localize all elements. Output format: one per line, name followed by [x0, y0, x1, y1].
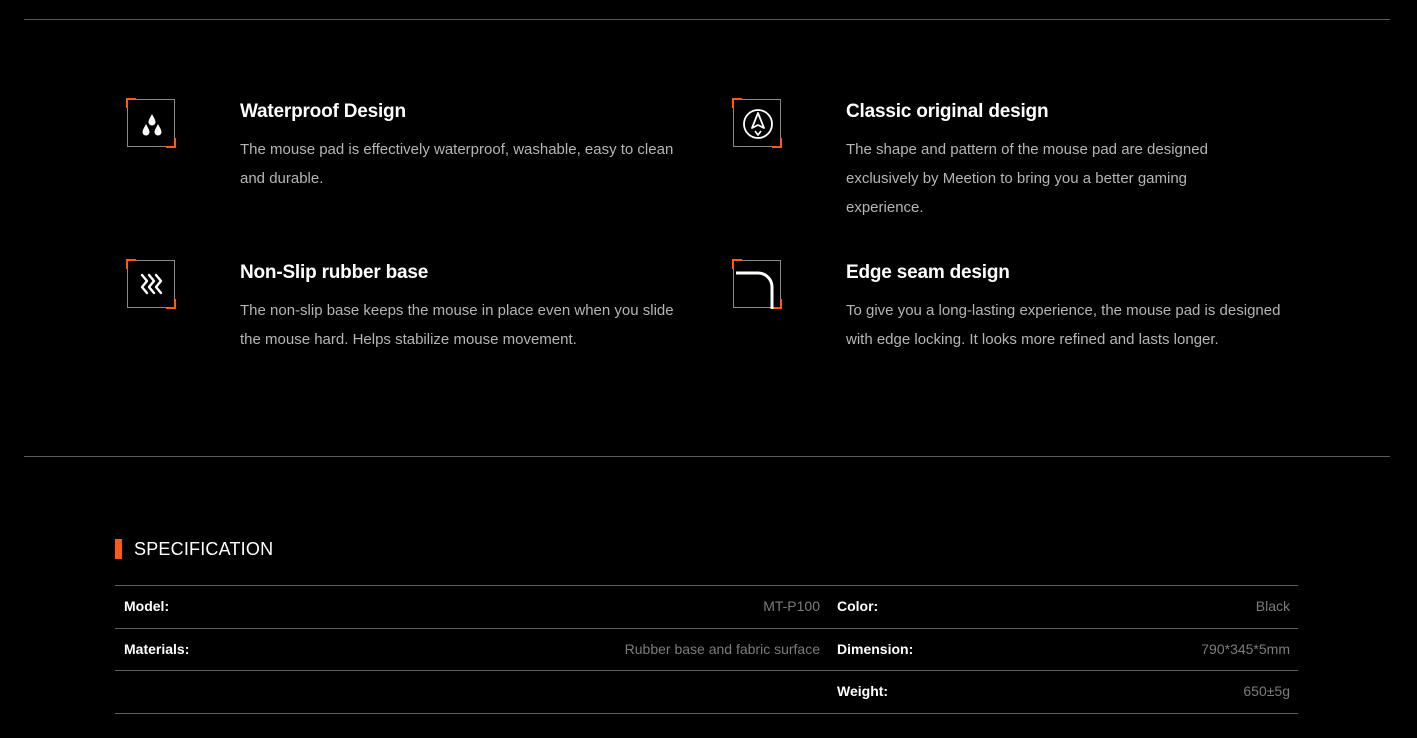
- row-divider: [115, 628, 1298, 629]
- spec-key-model: Model:: [124, 598, 170, 614]
- spec-key-color: Color:: [837, 598, 879, 614]
- top-divider: [24, 19, 1390, 20]
- feature-description: The non-slip base keeps the mouse in place even when you slide the mouse hard. Helps stabilize mouse movement.: [240, 302, 674, 348]
- specification-heading: [115, 539, 273, 559]
- spec-value-weight: 650±5g: [1243, 683, 1290, 699]
- section-divider: [24, 456, 1390, 457]
- spec-key-dimension: Dimension:: [837, 641, 914, 657]
- wave-lines-icon: [127, 260, 175, 308]
- accent-bar: [115, 539, 122, 559]
- feature-description: To give you a long-lasting experience, the mouse pad is designed with edge locking. It looks more refined and lasts longer.: [846, 302, 1281, 348]
- spec-value-model: MT-P100: [763, 598, 820, 614]
- spec-value-dimension: 790*345*5mm: [1201, 641, 1290, 657]
- table-border: [115, 713, 1298, 714]
- feature-title: Edge seam design: [846, 262, 1010, 283]
- water-drops-icon: [127, 99, 175, 147]
- spec-value-materials: Rubber base and fabric surface: [624, 641, 820, 657]
- rounded-corner-icon: [733, 260, 781, 308]
- table-border: [115, 585, 1298, 586]
- spec-key-weight: Weight:: [837, 683, 889, 699]
- feature-title: Waterproof Design: [240, 101, 406, 122]
- spec-key-materials: Materials:: [124, 641, 190, 657]
- spec-value-color: Black: [1255, 598, 1290, 614]
- feature-title: Classic original design: [846, 101, 1049, 122]
- row-divider: [115, 670, 1298, 671]
- feature-title: Non-Slip rubber base: [240, 262, 429, 283]
- specification-title: SPECIFICATION: [134, 538, 274, 559]
- feature-description: The mouse pad is effectively waterproof, washable, easy to clean and durable.: [240, 141, 674, 187]
- feature-description: The shape and pattern of the mouse pad are designed exclusively by Meetion to bring you a better gaming experience.: [846, 141, 1208, 216]
- gaming-emblem-icon: [733, 99, 781, 147]
